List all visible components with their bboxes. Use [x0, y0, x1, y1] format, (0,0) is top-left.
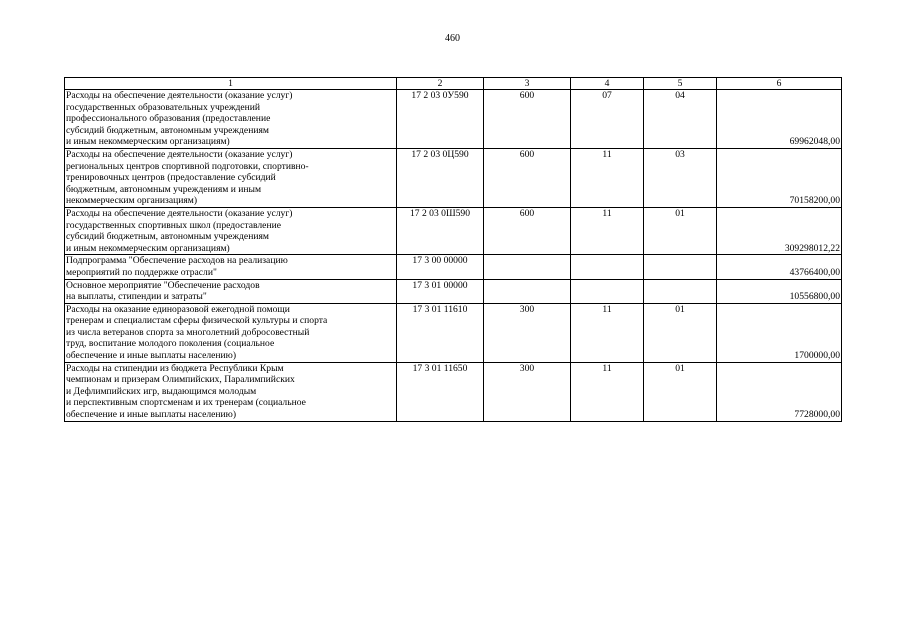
table-row	[65, 279, 842, 303]
expense-name-cell: Расходы на обеспечение деятельности (оказание услуг) региональных центров спортивной подготовки, спортивно- тренировочных центров (предоставление субсидий бюджетным, автономным учреждениям и иным некоммерческим организациям)	[65, 148, 397, 207]
amount-cell: 7728000,00	[717, 362, 842, 421]
subsection-cell: 03	[644, 148, 717, 207]
expense-type-cell	[484, 279, 571, 303]
amount-cell: 43766400,00	[717, 255, 842, 279]
target-code-cell: 17 3 00 00000	[397, 255, 484, 279]
subsection-cell	[644, 279, 717, 303]
table-row	[65, 90, 842, 149]
expense-name-cell: Расходы на стипендии из бюджета Республики Крым чемпионам и призерам Олимпийских, Паралимпийских и Дефлимпийских игр, выдающимся молодым и перспективным спортсменам и их тренерам (социальное обеспечение и иные выплаты населению)	[65, 362, 397, 421]
expense-name-cell: Подпрограмма "Обеспечение расходов на реализацию мероприятий по поддержке отрасли"	[65, 255, 397, 279]
section-cell: 11	[571, 148, 644, 207]
expense-name-cell: Расходы на обеспечение деятельности (оказание услуг) государственных образовательных учреждений профессионального образования (предоставление субсидий бюджетным, автономным учреждениям и иным некоммерческим организациям)	[65, 90, 397, 149]
amount-cell: 69962048,00	[717, 90, 842, 149]
amount-cell: 10556800,00	[717, 279, 842, 303]
target-code-cell: 17 3 01 11650	[397, 362, 484, 421]
amount-cell: 70158200,00	[717, 148, 842, 207]
subsection-cell	[644, 255, 717, 279]
subsection-cell: 01	[644, 303, 717, 362]
expense-type-cell: 300	[484, 303, 571, 362]
expense-name-cell: Расходы на обеспечение деятельности (оказание услуг) государственных спортивных школ (предоставление субсидий бюджетным, автономным учреждениям и иным некоммерческим организациям)	[65, 207, 397, 254]
table-row	[65, 303, 842, 362]
expense-type-cell: 300	[484, 362, 571, 421]
budget-table	[64, 77, 842, 422]
expense-type-cell: 600	[484, 90, 571, 149]
column-header: 2	[397, 78, 484, 90]
target-code-cell: 17 2 03 0У590	[397, 90, 484, 149]
section-cell: 11	[571, 362, 644, 421]
expense-name-cell: Расходы на оказание единоразовой ежегодной помощи тренерам и специалистам сферы физической культуры и спорта из числа ветеранов спорта за многолетний добросовестный труд, воспитание молодого поколения (социальное обеспечение и иные выплаты населению)	[65, 303, 397, 362]
expense-type-cell	[484, 255, 571, 279]
target-code-cell: 17 3 01 11610	[397, 303, 484, 362]
subsection-cell: 01	[644, 362, 717, 421]
column-header: 6	[717, 78, 842, 90]
amount-cell: 309298012,22	[717, 207, 842, 254]
column-header: 1	[65, 78, 397, 90]
table-header-row	[65, 78, 842, 90]
column-header: 3	[484, 78, 571, 90]
amount-cell: 1700000,00	[717, 303, 842, 362]
section-cell: 11	[571, 207, 644, 254]
expense-type-cell: 600	[484, 148, 571, 207]
section-cell: 11	[571, 303, 644, 362]
table-row	[65, 148, 842, 207]
section-cell	[571, 279, 644, 303]
expense-type-cell: 600	[484, 207, 571, 254]
table-row	[65, 255, 842, 279]
expense-name-cell: Основное мероприятие "Обеспечение расходов на выплаты, стипендии и затраты"	[65, 279, 397, 303]
section-cell	[571, 255, 644, 279]
table-row	[65, 362, 842, 421]
page-number: 460	[445, 33, 460, 44]
table-row	[65, 207, 842, 254]
target-code-cell: 17 2 03 0Ц590	[397, 148, 484, 207]
subsection-cell: 01	[644, 207, 717, 254]
target-code-cell: 17 3 01 00000	[397, 279, 484, 303]
subsection-cell: 04	[644, 90, 717, 149]
target-code-cell: 17 2 03 0Ш590	[397, 207, 484, 254]
section-cell: 07	[571, 90, 644, 149]
column-header: 5	[644, 78, 717, 90]
column-header: 4	[571, 78, 644, 90]
